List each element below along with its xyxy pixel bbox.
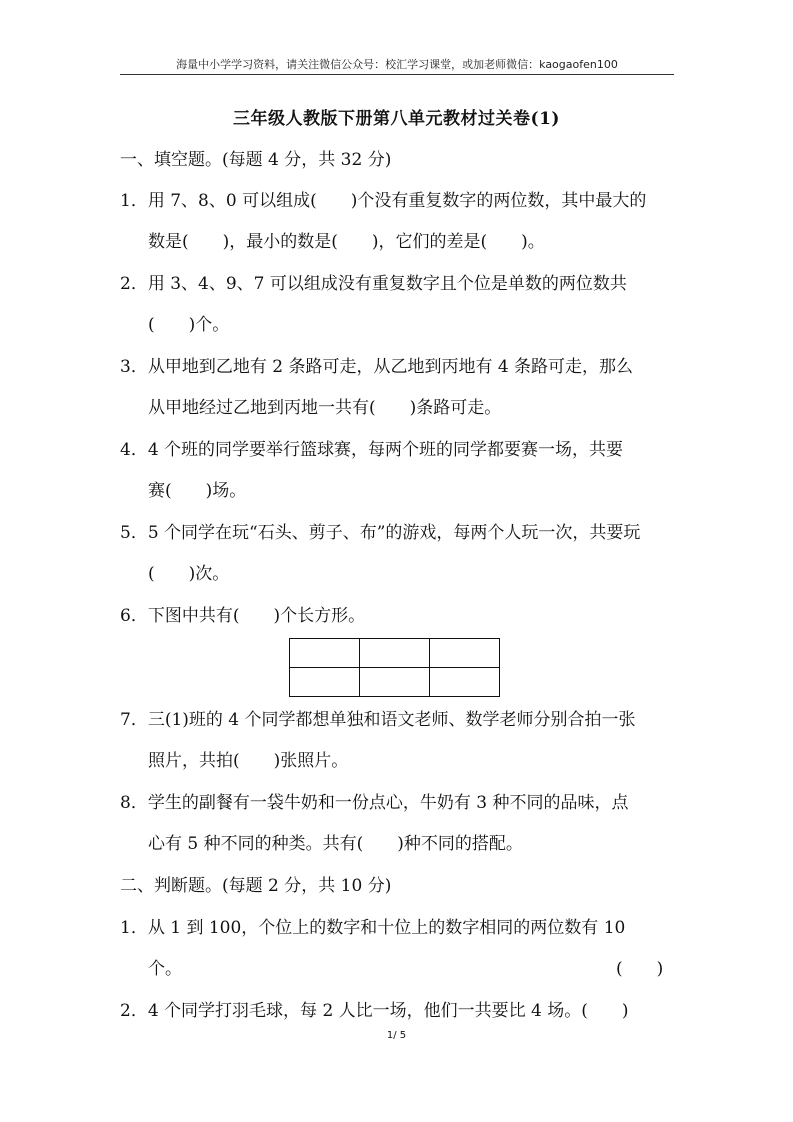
q2-line1: 2．用 3、4、9、7 可以组成没有重复数字且个位是单数的两位数共: [120, 274, 627, 294]
document-title: 三年级人教版下册第八单元教材过关卷(1): [233, 109, 560, 129]
page-number: 1/ 5: [386, 1030, 407, 1041]
judge2-line1: 2．4 个同学打羽毛球，每 2 人比一场，他们一共要比 4 场。( ): [120, 1001, 629, 1021]
q8-line2: 心有 5 种不同的种类。共有( )种不同的搭配。: [148, 834, 523, 854]
header-divider: [120, 74, 674, 75]
q6-line1: 6．下图中共有( )个长方形。: [120, 606, 366, 626]
section2-heading: 二、判断题。(每题 2 分，共 10 分): [120, 876, 392, 896]
grid-cell: [290, 639, 360, 668]
q4-line2: 赛( )场。: [148, 481, 247, 501]
q1-line1: 1．用 7、8、0 可以组成( )个没有重复数字的两位数，其中最大的: [120, 191, 647, 211]
q8-line1: 8．学生的副餐有一袋牛奶和一份点心，牛奶有 3 种不同的品味，点: [120, 793, 629, 813]
judge1-line2: 个。: [148, 959, 182, 979]
judge1-answer-paren: ( ): [616, 959, 664, 979]
page-header: 海量中小学学习资料，请关注微信公众号：校汇学习课堂，或加老师微信：kaogaofen100: [176, 58, 618, 71]
q4-line1: 4．4 个班的同学要举行篮球赛，每两个班的同学都要赛一场，共要: [120, 440, 624, 460]
q7-line2: 照片，共拍( )张照片。: [148, 751, 349, 771]
q1-line2: 数是( )，最小的数是( )，它们的差是( )。: [148, 232, 545, 252]
q7-line1: 7．三(1)班的 4 个同学都想单独和语文老师、数学老师分别合拍一张: [120, 710, 636, 730]
grid-cell: [360, 668, 430, 697]
grid-cell: [430, 639, 500, 668]
q5-line1: 5．5 个同学在玩“石头、剪子、布”的游戏，每两个人玩一次，共要玩: [120, 523, 641, 543]
judge1-line1: 1．从 1 到 100，个位上的数字和十位上的数字相同的两位数有 10: [120, 918, 626, 938]
rectangle-grid-figure: [289, 638, 500, 697]
q3-line2: 从甲地经过乙地到丙地一共有( )条路可走。: [148, 398, 502, 418]
grid-cell: [430, 668, 500, 697]
q2-line2: ( )个。: [148, 315, 230, 335]
section1-heading: 一、填空题。(每题 4 分，共 32 分): [120, 150, 392, 170]
grid-cell: [290, 668, 360, 697]
q3-line1: 3．从甲地到乙地有 2 条路可走，从乙地到丙地有 4 条路可走，那么: [120, 357, 634, 377]
q5-line2: ( )次。: [148, 564, 230, 584]
grid-cell: [360, 639, 430, 668]
